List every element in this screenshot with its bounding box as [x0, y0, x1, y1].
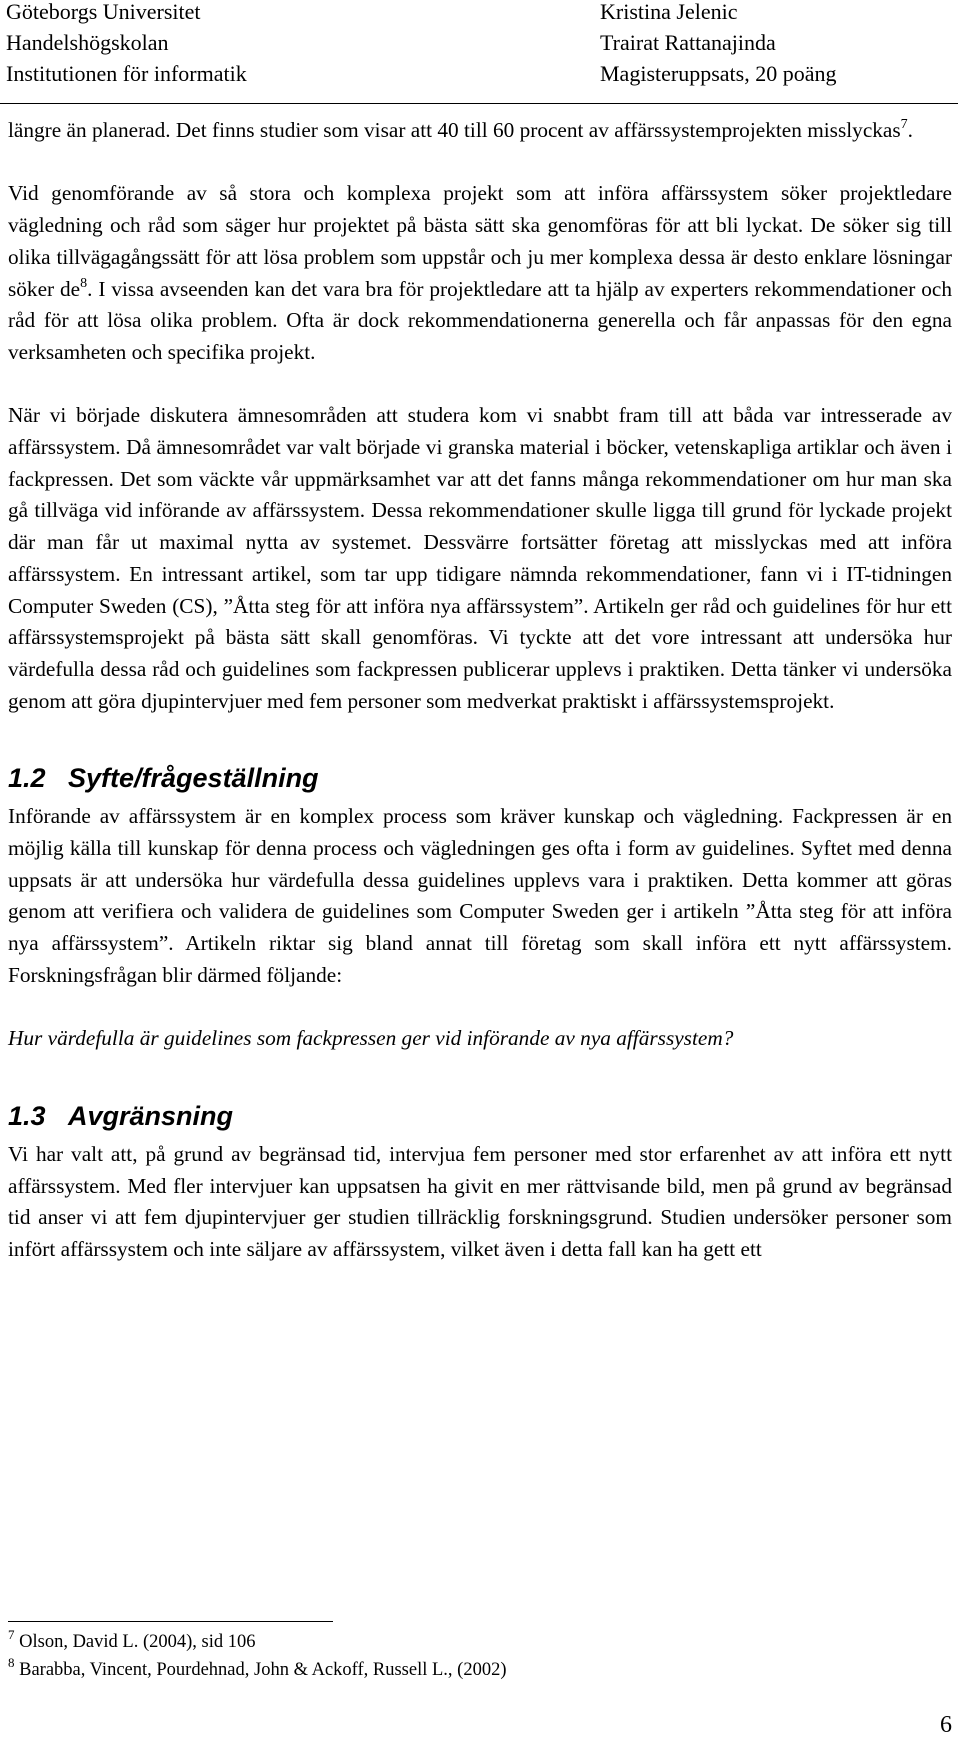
footnote-7 — [8, 1628, 506, 1656]
header-author-2: Trairat Rattanajinda — [600, 30, 776, 55]
footnote-ref-8[interactable]: 8 — [80, 275, 88, 291]
section-title: Syfte/frågeställning — [68, 763, 319, 794]
footnote-mark: 7 — [8, 1627, 15, 1642]
header-university: Göteborgs Universitet — [6, 0, 201, 24]
section-title: Avgränsning — [68, 1100, 234, 1131]
section-heading-1-2 — [8, 761, 952, 801]
footnotes — [8, 1628, 506, 1684]
research-question: Hur värdefulla är guidelines som fackpressen ger vid införande av nya affärssystem? — [8, 1026, 734, 1051]
paragraph-2 — [8, 178, 952, 368]
footnote-8 — [8, 1656, 506, 1684]
header-right — [600, 0, 836, 89]
header-author-1: Kristina Jelenic — [600, 0, 738, 24]
header-left — [6, 0, 247, 89]
section-1-3-body: Vi har valt att, på grund av begränsad tid, intervjua fem personer med stor erfarenhet av att införa ett nytt affärssystem. Med fler intervjuer kan uppsatsen ha givit en mer rättvisande bild, men på grund av begränsad tid anser vi att fem djupintervjuer ger studien tillräcklig forskningsgrund. Studien undersöker personer som infört affärssystem och inte säljare av affärssystem, vilket även i detta fall kan ha gett ett — [8, 1141, 952, 1262]
section-heading-1-3 — [8, 1099, 952, 1139]
footnote-text: Barabba, Vincent, Pourdehnad, John & Ackoff, Russell L., (2002) — [14, 1660, 507, 1680]
footnote-text: Olson, David L. (2004), sid 106 — [14, 1632, 256, 1652]
header-thesis-type: Magisteruppsats, 20 poäng — [600, 61, 837, 86]
footnote-mark: 8 — [8, 1655, 15, 1670]
paragraph-1-end: . — [907, 118, 913, 142]
paragraph-2-text-cont: . I vissa avseenden kan det vara bra för projektledare att ta hjälp av experters rekommendationer och råd för att lösa olika problem. Ofta är dock rekommendationerna generella och får anpassas för den egna verksamheten och specifika projekt. — [8, 276, 952, 364]
section-number: 1.3 — [8, 1100, 46, 1131]
section-1-2-body: Införande av affärssystem är en komplex process som kräver kunskap och vägledning. Fackpressen är en möjlig källa till kunskap för denna process och vägledningen ges ofta i form av guidelines. Syftet med denna uppsats är att undersöka hur värdefulla dessa guidelines upplevs vara i praktiken. Detta kommer att göras genom att verifiera och validera de guidelines som Computer Sweden ger i artikeln ”Åtta steg för att införa nya affärssystem”. Artikeln riktar sig bland annat till företag som skall införa ett nytt affärssystem. Forskningsfrågan blir därmed följande: — [8, 804, 952, 987]
page-content — [8, 115, 952, 1266]
paragraph-3: När vi började diskutera ämnesområden att studera kom vi snabbt fram till att båda var intresserade av affärssystem. Då ämnesområdet var valt började vi granska material i böcker, vetenskapliga artiklar och även i fackpressen. Det som väckte vår uppmärksamhet var att det fanns många rekommendationer om hur man ska gå tillväga vid införande av affärssystem. Dessa rekommendationer skulle ligga till grund för lyckade projekt där man får ut maximal nytta av systemet. Dessvärre fortsätter företag att misslyckas med att införa affärssystem. En intressant artikel, som tar upp tidigare nämnda rekommendationer, fann vi i IT-tidningen Computer Sweden (CS), ”Åtta steg för att införa nya affärssystem”. Artikeln ger råd och guidelines för hur ett affärssystemsprojekt på bästa sätt skall genomföras. Vi tyckte att det vore intressant att undersöka hur värdefulla dessa råd och guidelines som fackpressen publicerar upplevs i praktiken. Detta tänker vi undersöka genom att göra djupintervjuer med fem personer som medverkat praktiskt i affärssystemsprojekt. — [8, 403, 952, 713]
header-school: Handelshögskolan — [6, 30, 169, 55]
section-number: 1.2 — [8, 763, 46, 794]
footnote-rule — [8, 1621, 333, 1622]
page-header — [0, 0, 960, 100]
paragraph-1 — [8, 115, 952, 147]
paragraph-2-text: Vid genomförande av så stora och komplexa projekt som att införa affärssystem söker projektledare vägledning och råd som säger hur projektet på bästa sätt ska genomföras för att bli lyckat. De söker sig till olika tillvägagångssätt för att lösa problem som uppstår och ju mer komplexa dessa är desto enklare lösningar söker de — [8, 181, 952, 301]
header-department: Institutionen för informatik — [6, 61, 247, 86]
page-number: 6 — [940, 1712, 952, 1738]
paragraph-1-text: längre än planerad. Det finns studier som visar att 40 till 60 procent av affärssystemprojekten misslyckas — [8, 118, 901, 142]
footnote-ref-7[interactable]: 7 — [900, 117, 908, 132]
header-rule — [0, 103, 958, 104]
